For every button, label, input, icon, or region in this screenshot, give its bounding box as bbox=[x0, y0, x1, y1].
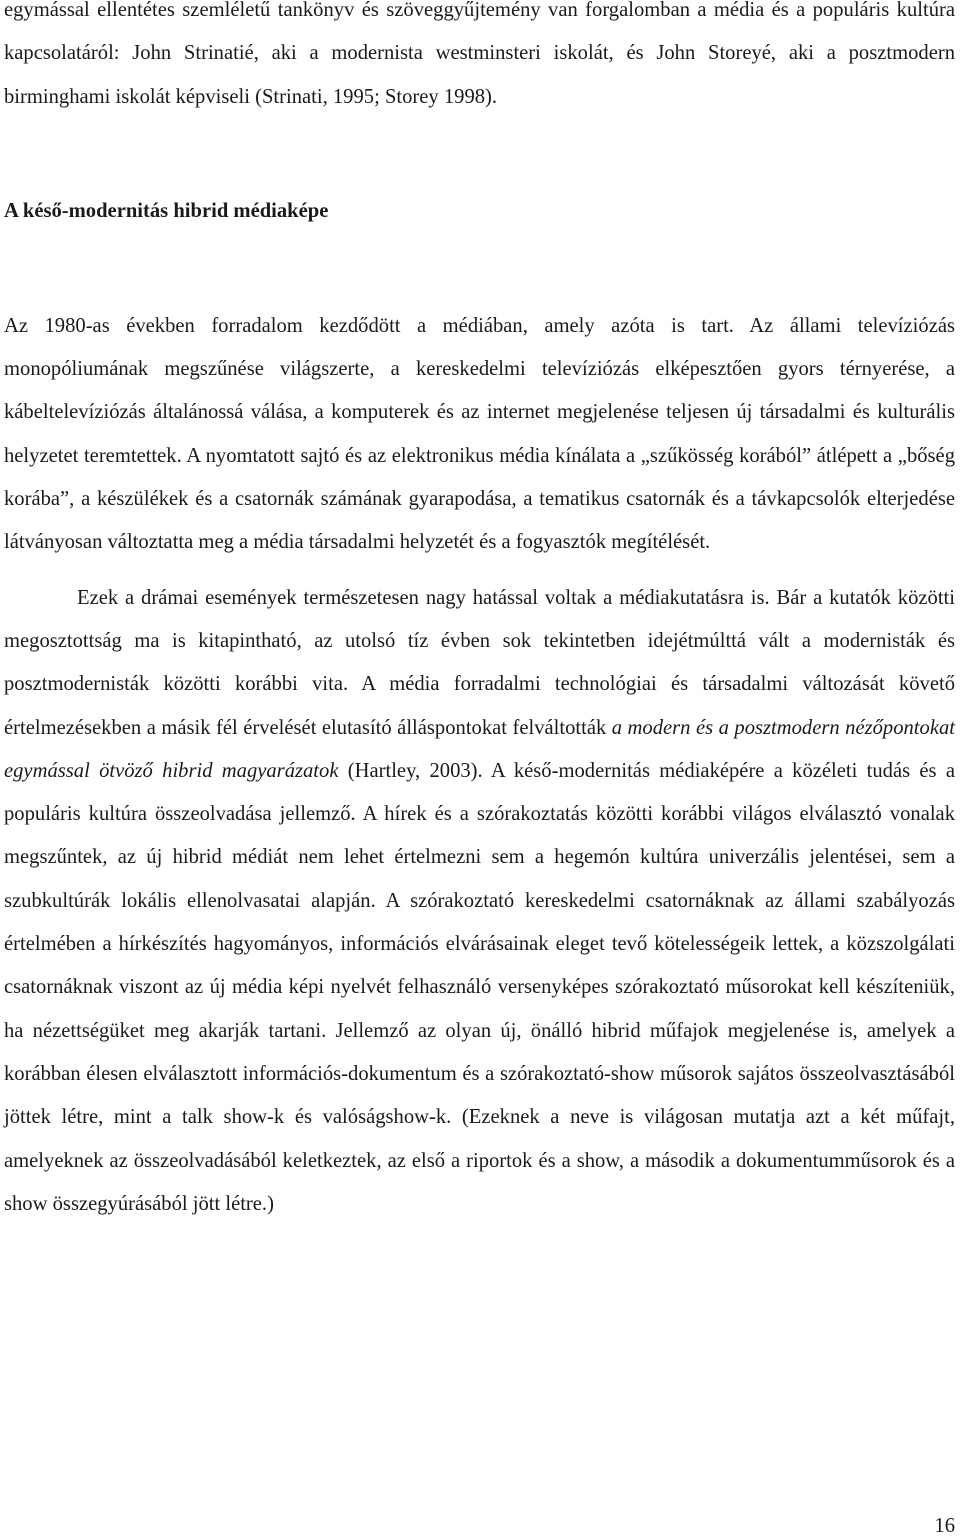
paragraph-2-text-before-italic: Ezek a drámai események természetesen nagy hatással voltak a médiakutatásra is. Bár a kutatók közötti megosztottság ma is kitapintható, az utolsó tíz évben sok tekintetben idejétmúlttá vált a modernisták és posztmodernisták közötti korábbi vita. A média forradalmi technológiai és társadalmi változását követő értelmezésekben a másik fél érvelését elutasító álláspontokat felváltották bbox=[4, 586, 955, 739]
body-paragraph-2 bbox=[4, 577, 955, 1226]
paragraph-2-italic-phrase: a modern és a posztmodern nézőpontokat egymással ötvöző hibrid magyarázatok bbox=[4, 716, 955, 782]
body-paragraph-1: Az 1980-as években forradalom kezdődött a médiában, amely azóta is tart. Az állami televíziózás monopóliumának megszűnése világszerte, a kereskedelmi televíziózás elképesztően gyors térnyerése, a kábeltelevíziózás általánossá válása, a komputerek és az internet megjelenése teljesen új társadalmi és kulturális helyzetet teremtettek. A nyomtatott sajtó és az elektronikus média kínálata a „szűkösség korából” átlépett a „bőség korába”, a készülékek és a csatornák számának gyarapodása, a tematikus csatornák és a távkapcsolók elterjedése látványosan változtatta meg a média társadalmi helyzetét és a fogyasztók megítélését. bbox=[4, 314, 955, 554]
paragraph-2-text-after-italic: (Hartley, 2003). A késő-modernitás médiaképére a közéleti tudás és a populáris kultúra összeolvadása jellemző. A hírek és a szórakoztatás közötti korábbi világos elválasztó vonalak megszűntek, az új hibrid médiát nem lehet értelmezni sem a hegemón kultúra univerzális jelentései, sem a szubkultúrák lokális ellenolvasatai alapján. A szórakoztató kereskedelmi csatornáknak az állami szabályozás értelmében a hírkészítés hagyományos, információs elvárásainak eleget tevő kötelességeik lettek, a közszolgálati csatornáknak viszont az új média képi nyelvét felhasználó versenyképes szórakoztató műsorokat kell készíteniük, ha nézettségüket meg akarják tartani. Jellemző az olyan új, önálló hibrid műfajok megjelenése is, amelyek a korábban élesen elválasztott információs-dokumentum és a szórakoztató-show műsorok sajátos összeolvasztásából jöttek létre, mint a talk show-k és valóságshow-k. (Ezeknek a neve is világosan mutatja azt a két műfajt, amelyeknek az összeolvadásából keletkeztek, az első a riportok és a show, a második a dokumentumműsorok és a show összegyúrásából jött létre.) bbox=[4, 759, 955, 1215]
section-heading: A késő-modernitás hibrid médiaképe bbox=[4, 199, 329, 222]
intro-paragraph: egymással ellentétes szemléletű tankönyv és szöveggyűjtemény van forgalomban a média és a populáris kultúra kapcsolatáról: John Strinatié, aki a modernista westminsteri iskolát, és John Storeyé, aki a posztmodern birminghami iskolát képviseli (Strinati, 1995; Storey 1998). bbox=[4, 0, 955, 108]
document-page bbox=[4, 0, 955, 1226]
page-number: 16 bbox=[934, 1515, 955, 1537]
